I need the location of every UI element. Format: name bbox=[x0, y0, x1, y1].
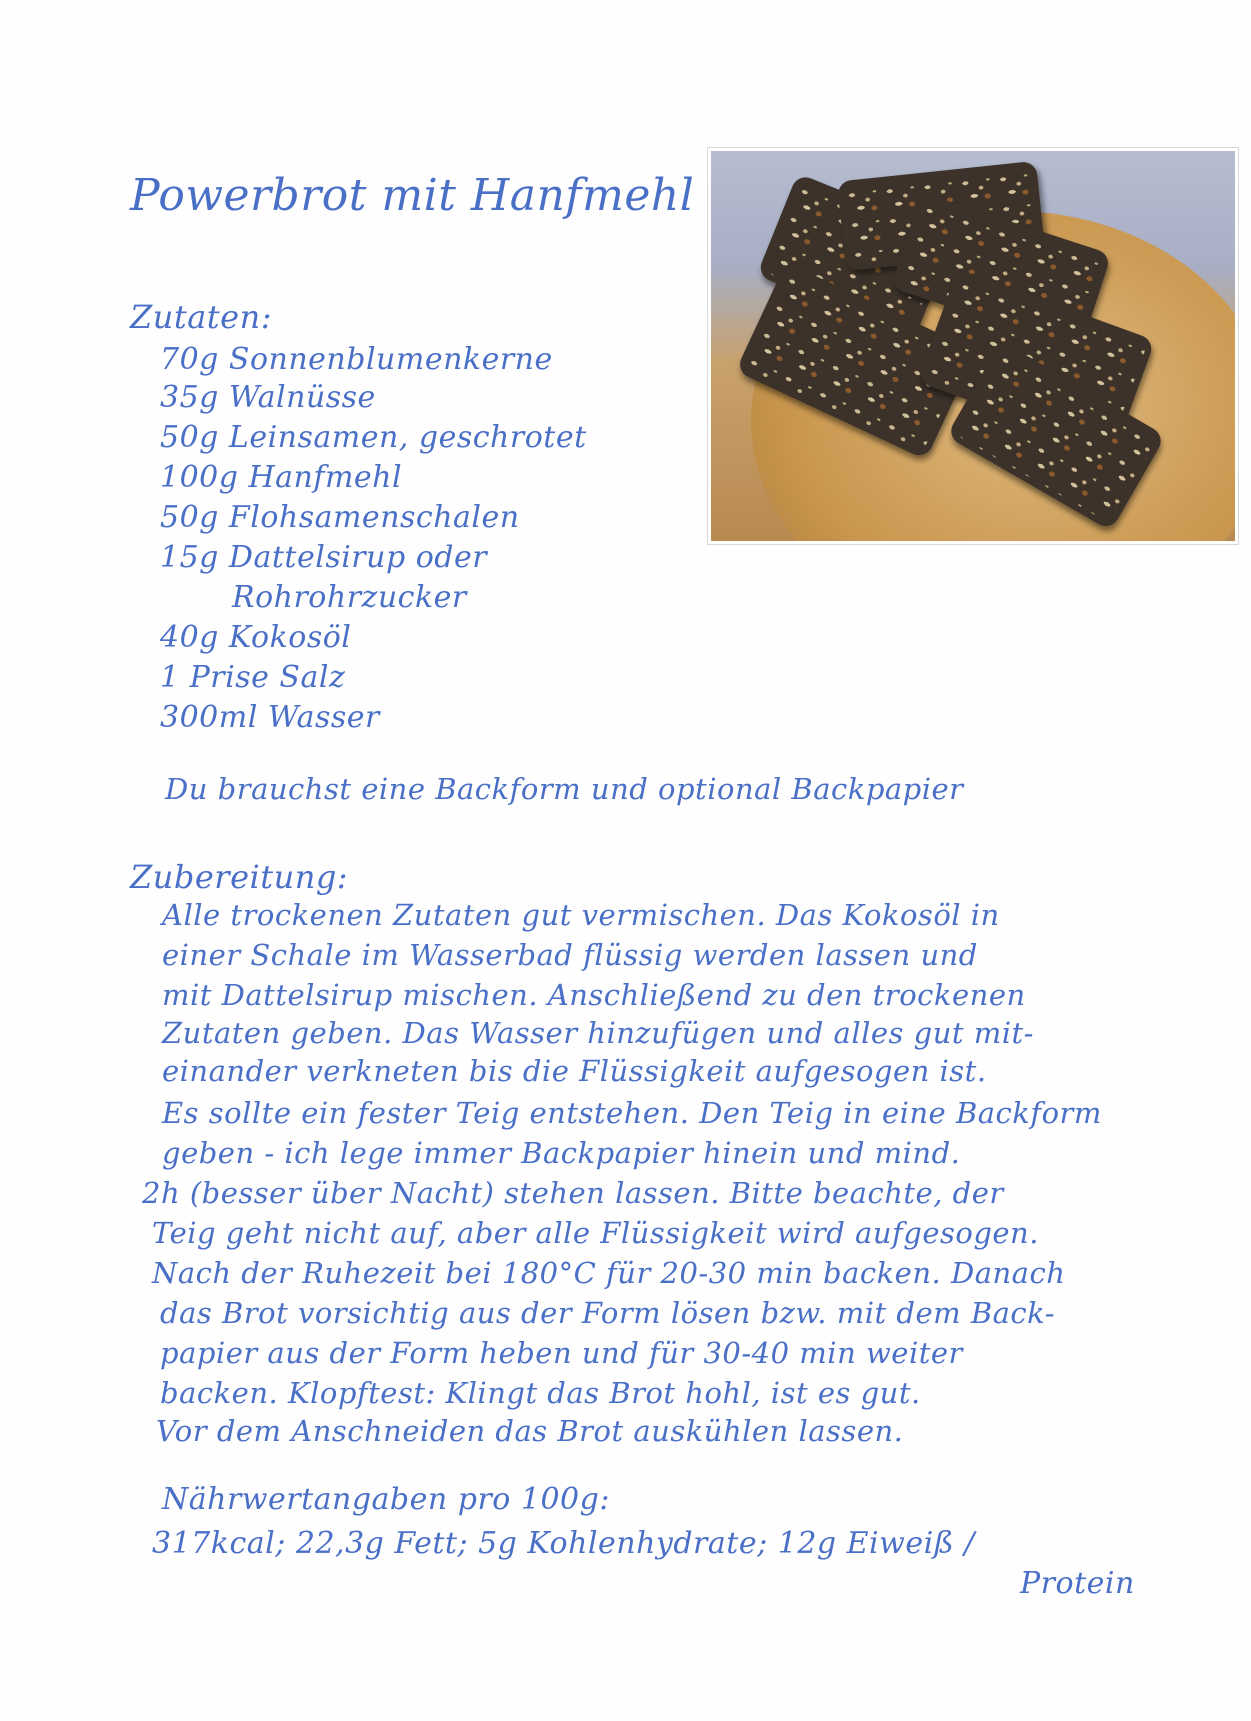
preparation-line: einer Schale im Wasserbad flüssig werden lassen und bbox=[162, 938, 978, 972]
preparation-line: backen. Klopftest: Klingt das Brot hohl, ist es gut. bbox=[160, 1376, 921, 1410]
preparation-line: Alle trockenen Zutaten gut vermischen. Das Kokosöl in bbox=[162, 898, 1000, 932]
bread-photo bbox=[708, 148, 1238, 544]
ingredient-line: 50g Leinsamen, geschrotet bbox=[160, 420, 587, 455]
preparation-line: Zutaten geben. Das Wasser hinzufügen und alles gut mit- bbox=[162, 1016, 1034, 1050]
nutrition-values: 317kcal; 22,3g Fett; 5g Kohlenhydrate; 12g Eiweiß / bbox=[152, 1526, 975, 1561]
ingredient-line: 15g Dattelsirup oder bbox=[160, 540, 488, 575]
ingredient-line: 35g Walnüsse bbox=[160, 380, 376, 415]
preparation-line: papier aus der Form heben und für 30-40 min weiter bbox=[160, 1336, 963, 1370]
nutrition-heading: Nährwertangaben pro 100g: bbox=[162, 1482, 610, 1517]
recipe-title: Powerbrot mit Hanfmehl bbox=[130, 170, 695, 221]
preparation-heading: Zubereitung: bbox=[130, 858, 349, 896]
preparation-line: Es sollte ein fester Teig entstehen. Den Teig in eine Backform bbox=[162, 1096, 1102, 1130]
nutrition-values-continued: Protein bbox=[1020, 1566, 1135, 1601]
preparation-line: 2h (besser über Nacht) stehen lassen. Bitte beachte, der bbox=[142, 1176, 1004, 1210]
preparation-line: mit Dattelsirup mischen. Anschließend zu den trockenen bbox=[162, 978, 1026, 1012]
ingredient-line: 1 Prise Salz bbox=[160, 660, 346, 695]
ingredient-line: Rohrohrzucker bbox=[232, 580, 467, 615]
preparation-line: Teig geht nicht auf, aber alle Flüssigkeit wird aufgesogen. bbox=[152, 1216, 1039, 1250]
equipment-note: Du brauchst eine Backform und optional Backpapier bbox=[165, 772, 964, 806]
ingredients-heading: Zutaten: bbox=[130, 298, 272, 336]
preparation-line: einander verkneten bis die Flüssigkeit aufgesogen ist. bbox=[162, 1054, 987, 1088]
preparation-line: Vor dem Anschneiden das Brot auskühlen lassen. bbox=[156, 1414, 904, 1448]
ingredient-line: 50g Flohsamenschalen bbox=[160, 500, 520, 535]
ingredient-line: 300ml Wasser bbox=[160, 700, 380, 735]
preparation-line: geben - ich lege immer Backpapier hinein und mind. bbox=[162, 1136, 961, 1170]
ingredient-line: 40g Kokosöl bbox=[160, 620, 352, 655]
preparation-line: das Brot vorsichtig aus der Form lösen bzw. mit dem Back- bbox=[160, 1296, 1056, 1330]
preparation-line: Nach der Ruhezeit bei 180°C für 20-30 min backen. Danach bbox=[152, 1256, 1066, 1290]
ingredient-line: 100g Hanfmehl bbox=[160, 460, 403, 495]
ingredient-line: 70g Sonnenblumenkerne bbox=[160, 342, 553, 377]
